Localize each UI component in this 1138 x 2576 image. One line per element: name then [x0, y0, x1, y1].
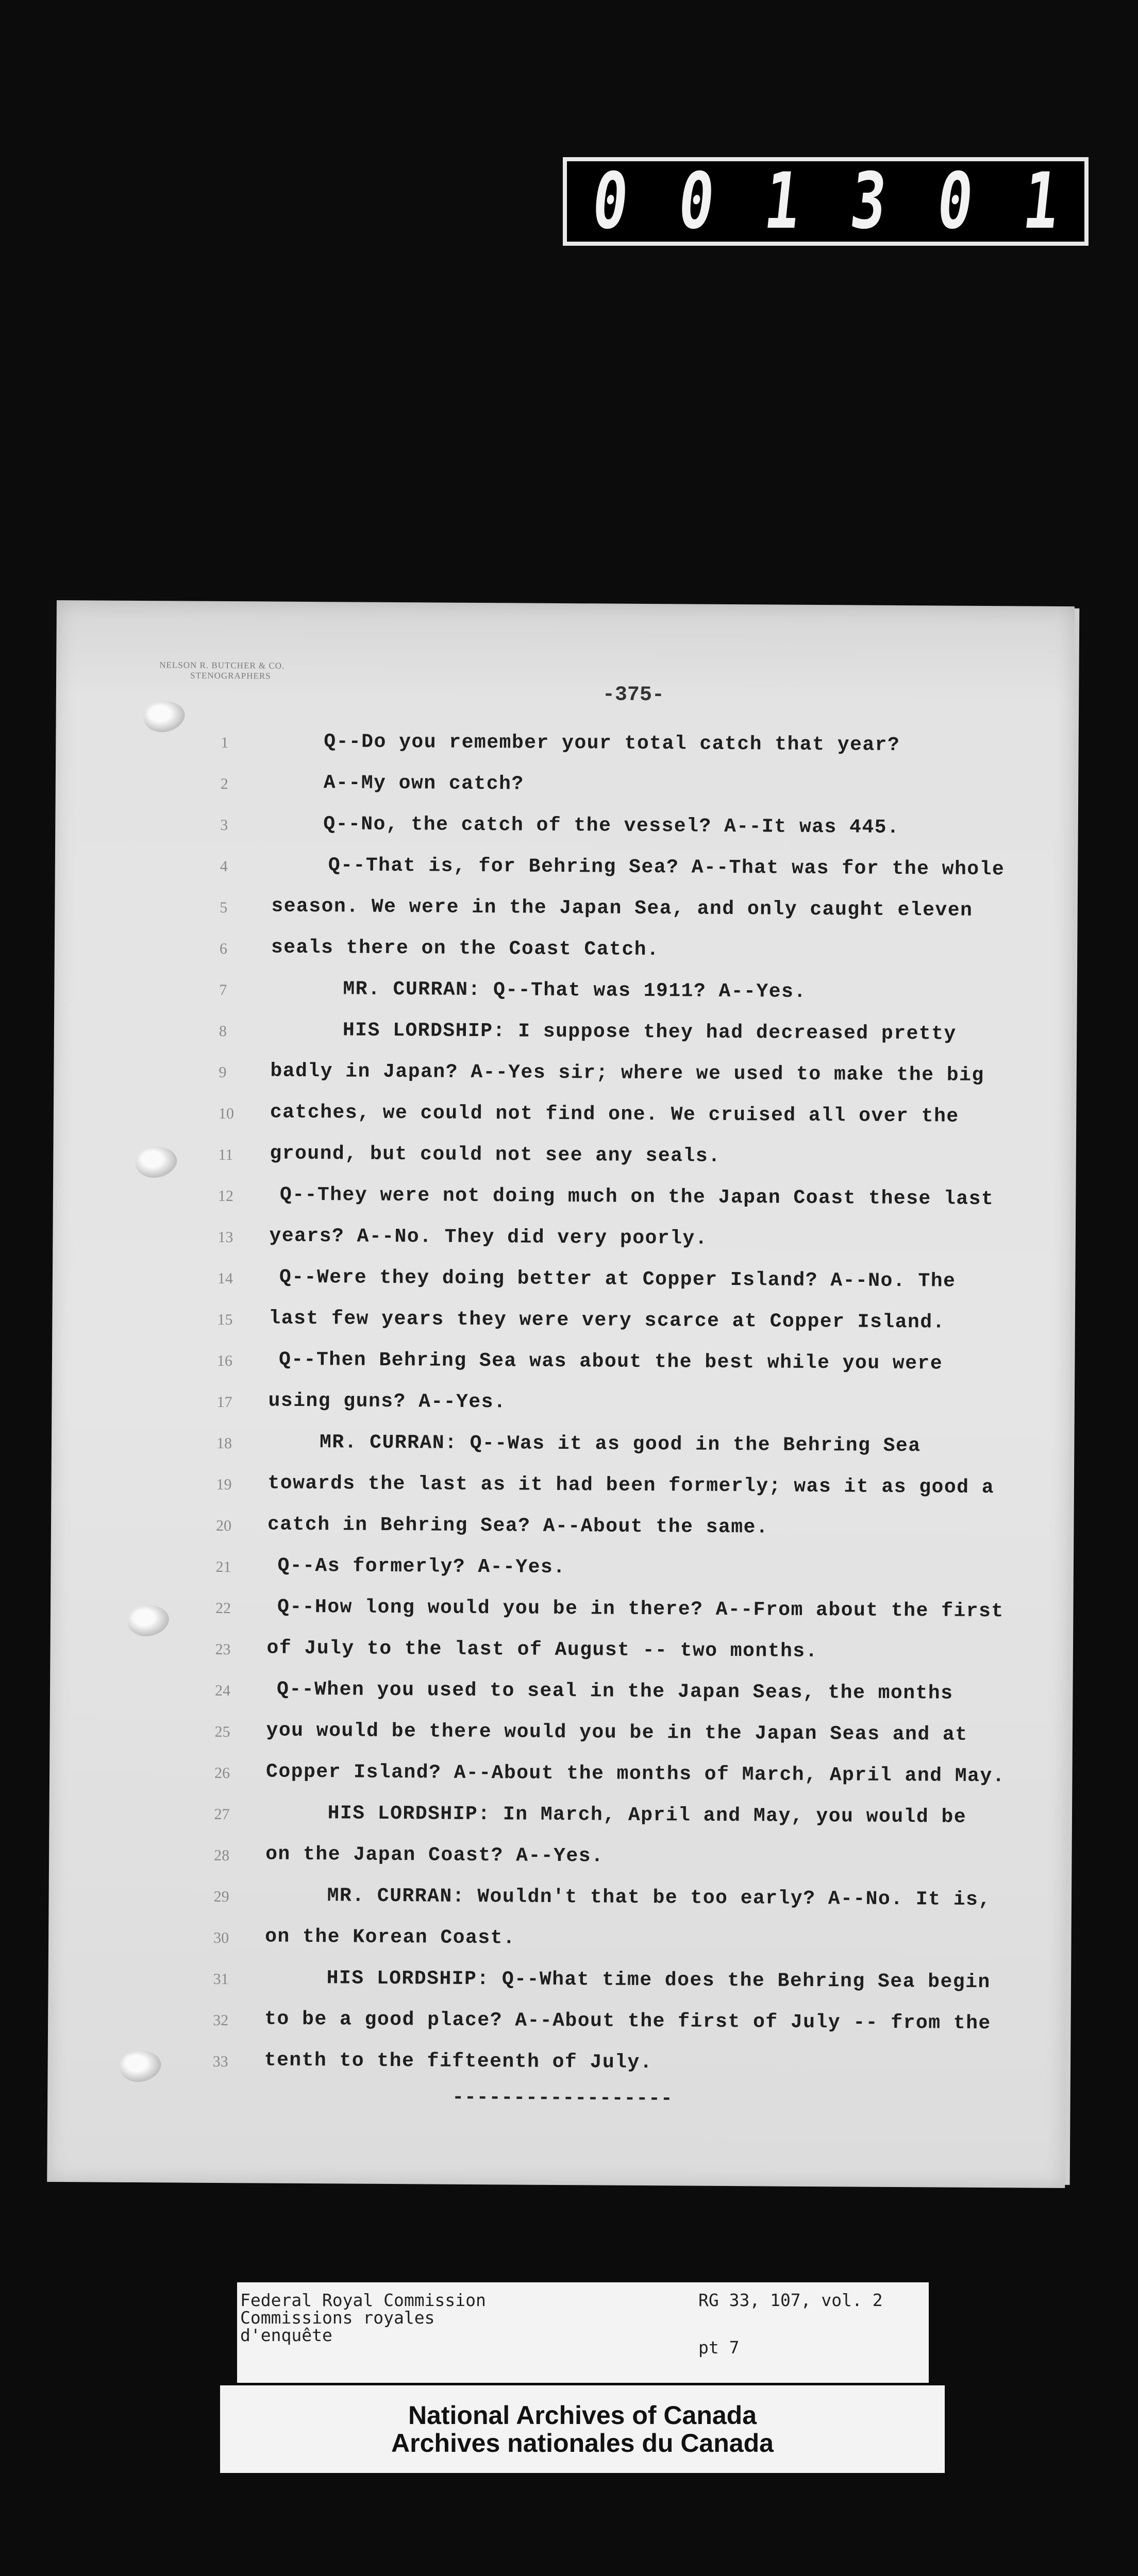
punch-hole-icon	[143, 701, 185, 732]
transcript-line: Q--They were not doing much on the Japan Coast these last	[279, 1183, 994, 1211]
collection-part: pt 7	[698, 2337, 740, 2358]
punch-hole-icon	[128, 1605, 169, 1636]
frame-digit: 3	[846, 157, 891, 246]
transcript-line: seals there on the Coast Catch.	[271, 936, 660, 961]
line-number: 5	[220, 899, 228, 917]
transcript-line: badly in Japan? A--Yes sir; where we used to make the big	[270, 1060, 984, 1087]
transcript-line: ground, but could not see any seals.	[270, 1142, 721, 1167]
microfilm-frame-number	[563, 157, 1089, 246]
transcript-line: Q--Then Behring Sea was about the best while you were	[278, 1348, 943, 1375]
line-number: 16	[216, 1352, 233, 1370]
collection-reference: RG 33, 107, vol. 2	[698, 2290, 883, 2310]
transcript-line: Q--When you used to seal in the Japan Seas, the months	[276, 1678, 953, 1705]
transcript-line: MR. CURRAN: Q--Was it as good in the Behring Sea	[319, 1431, 921, 1458]
transcript-line: years? A--No. They did very poorly.	[269, 1225, 708, 1250]
transcript-line: Q--How long would you be in there? A--From about the first	[277, 1596, 1004, 1623]
transcript-line: catch in Behring Sea? A--About the same.	[267, 1513, 769, 1539]
transcript-line: Q--That is, for Behring Sea? A--That was for the whole	[328, 854, 1005, 881]
line-number: 15	[217, 1311, 233, 1329]
line-number: 7	[219, 981, 227, 999]
line-number: 8	[219, 1022, 227, 1040]
line-number: 28	[214, 1846, 230, 1865]
transcript-line: MR. CURRAN: Q--That was 1911? A--Yes.	[343, 978, 807, 1003]
transcript-line: on the Japan Coast? A--Yes.	[265, 1843, 604, 1868]
collection-french: Commissions royales	[240, 2308, 435, 2328]
frame-digit: 0	[932, 157, 978, 246]
transcript-page	[47, 600, 1075, 2188]
line-number: 20	[215, 1517, 232, 1535]
transcript-line: Q--No, the catch of the vessel? A--It was 445.	[323, 813, 900, 839]
line-number: 32	[213, 2011, 229, 2029]
line-number: 33	[212, 2053, 228, 2071]
punch-hole-icon	[136, 1147, 177, 1178]
frame-digit: 0	[588, 157, 632, 246]
line-number: 11	[218, 1146, 233, 1164]
line-number: 23	[215, 1640, 231, 1658]
frame-digit: 0	[674, 157, 719, 246]
line-number: 31	[213, 1970, 229, 1988]
frame-digit: 1	[760, 157, 805, 246]
line-number: 22	[215, 1599, 231, 1617]
line-number: 14	[217, 1269, 233, 1287]
collection-french-cont: d'enquête	[240, 2325, 332, 2345]
line-number: 26	[214, 1764, 230, 1782]
transcript-line: of July to the last of August -- two months.	[266, 1637, 818, 1663]
transcript-line: Q--As formerly? A--Yes.	[277, 1554, 566, 1579]
transcript-line: last few years they were very scarce at Copper Island.	[269, 1307, 946, 1334]
archive-label	[220, 2385, 945, 2473]
transcript-line: A--My own catch?	[323, 772, 524, 795]
collection-english: Federal Royal Commission	[240, 2290, 486, 2310]
line-number: 27	[214, 1805, 230, 1823]
line-number: 19	[216, 1476, 232, 1494]
transcript-line: on the Korean Coast.	[265, 1925, 516, 1950]
line-number: 4	[220, 857, 228, 875]
line-number: 24	[214, 1682, 231, 1700]
line-number: 13	[217, 1228, 233, 1246]
line-number: 2	[220, 775, 228, 793]
line-number: 29	[213, 1888, 229, 1906]
transcript-line: MR. CURRAN: Wouldn't that be too early? A--No. It is,	[327, 1885, 991, 1911]
transcript-line: catches, we could not find one. We cruised all over the	[270, 1101, 959, 1128]
line-number: 1	[221, 734, 229, 752]
transcript-line: tenth to the fifteenth of July.	[264, 2049, 653, 2074]
transcript-line: you would be there would you be in the Japan Seas and at	[266, 1719, 968, 1746]
transcript-line: HIS LORDSHIP: In March, April and May, you would be	[327, 1802, 967, 1828]
collection-label	[237, 2282, 929, 2383]
line-number: 10	[218, 1105, 235, 1123]
archive-name-english: National Archives of Canada	[408, 2401, 757, 2430]
transcript-line: Copper Island? A--About the months of March, April and May.	[265, 1760, 1006, 1788]
line-number: 6	[219, 940, 227, 958]
line-number: 21	[215, 1558, 231, 1576]
letterhead-line: STENOGRAPHERS	[190, 670, 271, 681]
transcript-line: HIS LORDSHIP: I suppose they had decreased pretty	[342, 1019, 957, 1045]
line-number: 17	[216, 1393, 232, 1411]
page-number: -375-	[602, 683, 665, 707]
transcript-line: HIS LORDSHIP: Q--What time does the Behring Sea begin	[326, 1967, 991, 1994]
punch-hole-icon	[120, 2051, 161, 2082]
letterhead-line: NELSON R. BUTCHER & CO.	[159, 660, 285, 671]
stenographer-letterhead	[159, 660, 284, 681]
transcript-line: to be a good place? A--About the first of July -- from the	[264, 2008, 991, 2035]
closing-rule: ------------------	[452, 2086, 673, 2110]
archive-name-french: Archives nationales du Canada	[391, 2429, 774, 2458]
line-number: 30	[213, 1929, 229, 1947]
transcript-line: season. We were in the Japan Sea, and only caught eleven	[271, 895, 973, 922]
transcript-line: Q--Do you remember your total catch that year?	[324, 731, 900, 757]
transcript-line: towards the last as it had been formerly; was it as good a	[267, 1472, 995, 1499]
line-number: 18	[216, 1434, 232, 1452]
transcript-line: using guns? A--Yes.	[268, 1389, 507, 1414]
line-number: 3	[220, 816, 228, 834]
frame-digit: 1	[1019, 157, 1064, 246]
line-number: 25	[214, 1723, 230, 1741]
line-number: 12	[217, 1187, 234, 1205]
line-number: 9	[219, 1063, 227, 1081]
transcript-line: Q--Were they doing better at Copper Island? A--No. The	[279, 1266, 956, 1293]
